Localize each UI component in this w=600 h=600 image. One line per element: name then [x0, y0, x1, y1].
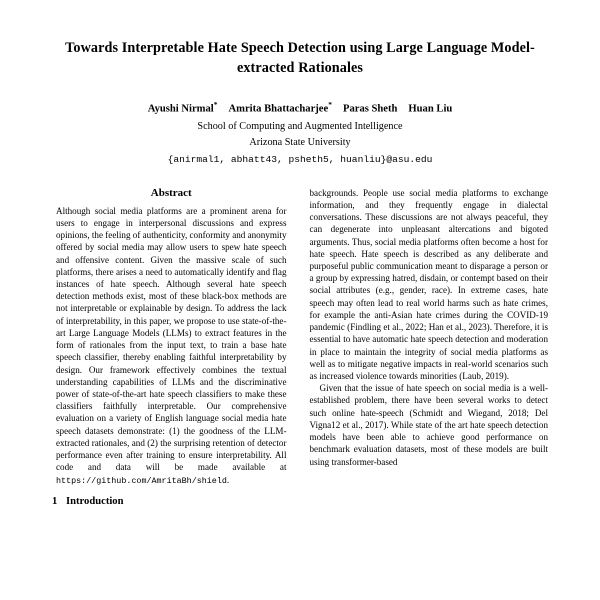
right-column-paragraph-1: backgrounds. People use social media platforms to exchange information, and they frequently engage in dialectal conversations. These discussions are not always peaceful, they can degenerate into unpleasant altercations and bigoted arguments. Thus, social media platforms often become a host for hate speech. Hate speech is described as any deliberate and purposeful public communication meant to disparage a person or a group by expressing hatred, disdain, or contempt based on their social attributes (e.g., gender, race). In extreme cases, hate speech may often lead to real world harms such as hate crimes, for example the anti-Asian hate crimes during the COVID-19 pandemic (Findling et al., 2022; Han et al., 2023). Therefore, it is essential to have automatic hate speech detection and moderation in place to maintain the integrity of social media platforms as well as to mitigate negative impacts in real-world scenarios such as increased violence towards minorities (Laub, 2019).	[309, 187, 548, 381]
section-title: Introduction	[66, 495, 124, 507]
abstract-text	[56, 205, 287, 487]
section-heading-introduction	[52, 496, 291, 507]
section-number: 1	[52, 495, 58, 507]
affiliation-line-1: School of Computing and Augmented Intelligence	[197, 120, 403, 132]
abstract-body: Although social media platforms are a prominent arena for users to engage in interpersonal discussions and express opinions, the feeling of authenticity, conformity and anonymity offered by social media may allow users to spew hate speech and offensive content. Given the massive scale of such platforms, there arises a need to automatically identify and flag instances of hate speech. Although several hate speech detection methods exist, most of these black-box methods are not interpretable or explainable by design. To address the lack of interpretability, in this paper, we propose to use state-of-the-art Large Language Models (LLMs) to extract features in the form of rationales from the input text, to train a base hate speech classifier, thereby enabling faithful interpretability by design. Our framework effectively combines the textual understanding capabilities of LLMs and the discriminative power of state-of-the-art hate speech classifiers to make these classifiers faithfully interpretable. Our comprehensive evaluation on a variety of English language social media hate speech datasets demonstrate: (1) the goodness of the LLM-extracted rationales, and (2) the surprising retention of detector performance even after training to ensure interpretability. All code and data will be made available at	[56, 205, 287, 473]
page-title: Towards Interpretable Hate Speech Detection using Large Language Model-extracted Rationales	[65, 40, 535, 77]
abstract-block	[52, 187, 291, 487]
author-1: Ayushi Nirmal	[147, 103, 214, 115]
author-3: Paras Sheth	[342, 103, 398, 115]
author-emails: {anirmal1, abhatt43, psheth5, huanliu}@asu.edu	[167, 153, 433, 165]
abstract-heading: Abstract	[150, 186, 192, 199]
author-1-mark: *	[213, 100, 218, 110]
author-list	[52, 99, 548, 117]
author-2: Amrita Bhattacharjee	[228, 103, 329, 115]
author-4: Huan Liu	[408, 103, 453, 115]
left-column	[52, 187, 291, 507]
author-2-mark: *	[328, 100, 332, 110]
abstract-repo-link[interactable]: https://github.com/AmritaBh/shield	[56, 475, 227, 486]
two-column-body	[52, 187, 548, 507]
right-column	[310, 187, 549, 507]
right-column-paragraph-2: Given that the issue of hate speech on social media is a well-established problem, there have been several works to detect such online hate-speech (Schmidt and Wiegand, 2018; Del Vigna12 et al., 2017). While state of the art hate speech detection models have been able to achieve good performance on benchmark evaluation datasets, most of these models are built using transformer-based	[309, 383, 548, 467]
abstract-tail: .	[226, 474, 230, 485]
affiliation-line-2: Arizona State University	[249, 137, 351, 149]
